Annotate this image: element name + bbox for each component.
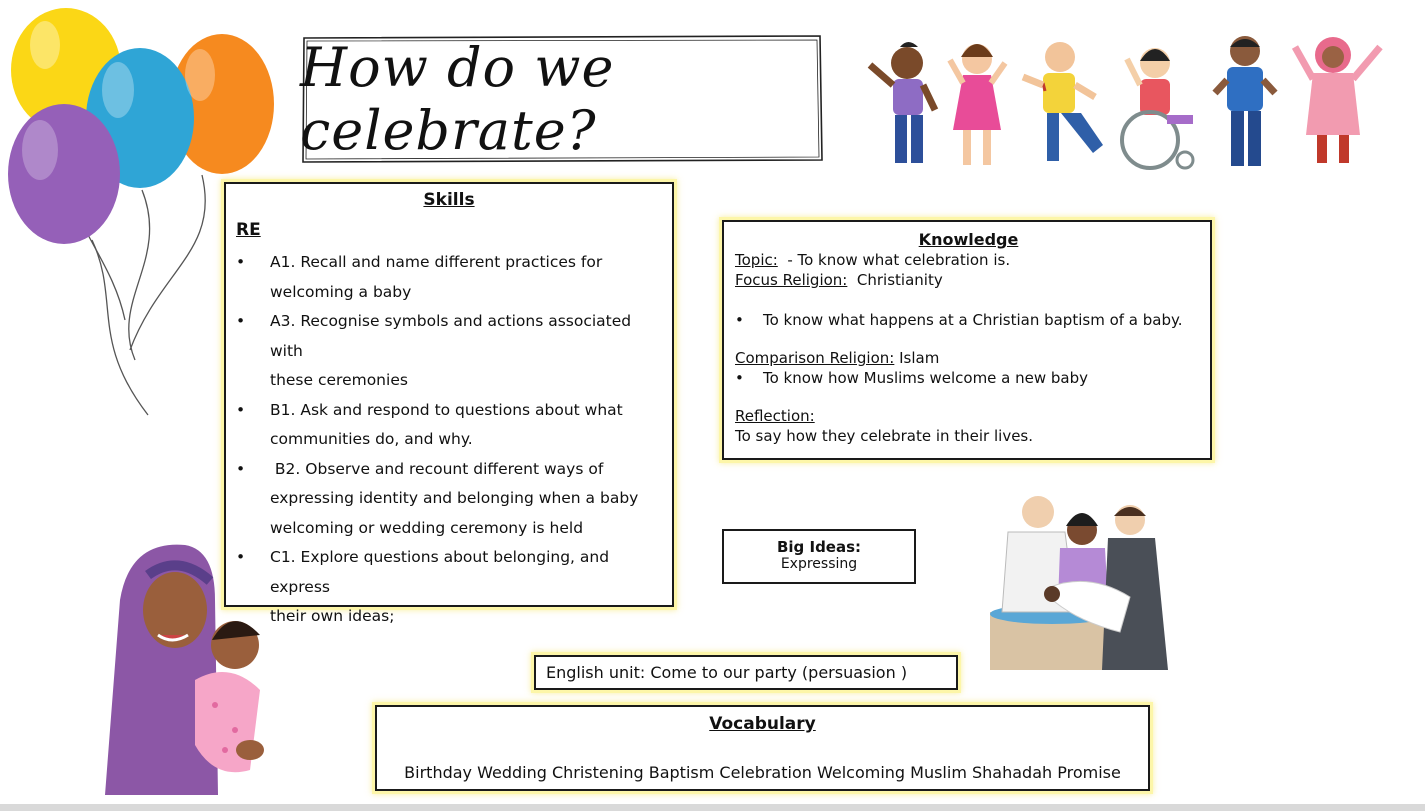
list-item: • C1. Explore questions about belonging, and express their own ideas; [236, 543, 661, 632]
list-item: • A1. Recall and name different practices for welcoming a baby [236, 248, 661, 307]
focus-religion-label: Focus Religion: [735, 271, 848, 289]
skills-panel [224, 182, 674, 625]
child-in-wheelchair [1122, 48, 1193, 168]
children-illustration [855, 35, 1400, 175]
skills-list [236, 248, 661, 632]
big-ideas-heading: Big Ideas: [776, 538, 862, 556]
focus-religion-line: Focus Religion: Christianity [735, 271, 943, 289]
list-item: • A3. Recognise symbols and actions associated with these ceremonies [236, 307, 661, 396]
big-ideas-value: Expressing [780, 556, 858, 572]
list-item: • B1. Ask and respond to questions about what communities do, and why. [236, 396, 661, 455]
big-ideas-panel [722, 529, 916, 584]
child-figure [1295, 37, 1380, 163]
child-figure [1215, 36, 1275, 166]
vocabulary-panel [375, 705, 1150, 791]
list-item: • To know how Muslims welcome a new baby [735, 368, 1202, 388]
english-unit-text: English unit: Come to our party (persuasion ) [546, 663, 908, 682]
reflection-label: Reflection: [735, 407, 815, 425]
vocabulary-heading: Vocabulary [709, 714, 816, 734]
comparison-religion-line: Comparison Religion: Islam [735, 349, 940, 367]
english-unit-panel [534, 655, 958, 690]
topic-label: Topic: [735, 251, 778, 269]
mother-and-baby-illustration [100, 540, 275, 795]
vocabulary-words: Birthday Wedding Christening Baptism Celebration Welcoming Muslim Shahadah Promise [404, 763, 1121, 782]
comparison-religion-label: Comparison Religion: [735, 349, 895, 367]
child-figure [950, 44, 1005, 165]
knowledge-heading: Knowledge [918, 230, 1019, 249]
reflection-text: To say how they celebrate in their lives. [735, 427, 1034, 445]
knowledge-panel [722, 220, 1212, 460]
bottom-edge-bar [0, 804, 1425, 811]
child-figure [1023, 42, 1103, 161]
re-subheading: RE [236, 220, 261, 240]
list-item: • To know what happens at a Christian baptism of a baby. [735, 310, 1202, 330]
topic-line: Topic: - To know what celebration is. [735, 251, 1011, 269]
page-title: How do we celebrate? [300, 36, 615, 162]
list-item: • B2. Observe and recount different ways of expressing identity and belonging when a baby welcoming or wedding ceremony is held [236, 455, 661, 544]
child-figure [870, 42, 935, 163]
skills-heading: Skills [423, 190, 475, 210]
title-frame [300, 34, 824, 164]
baptism-illustration [990, 492, 1172, 670]
purple-balloon [8, 104, 120, 244]
